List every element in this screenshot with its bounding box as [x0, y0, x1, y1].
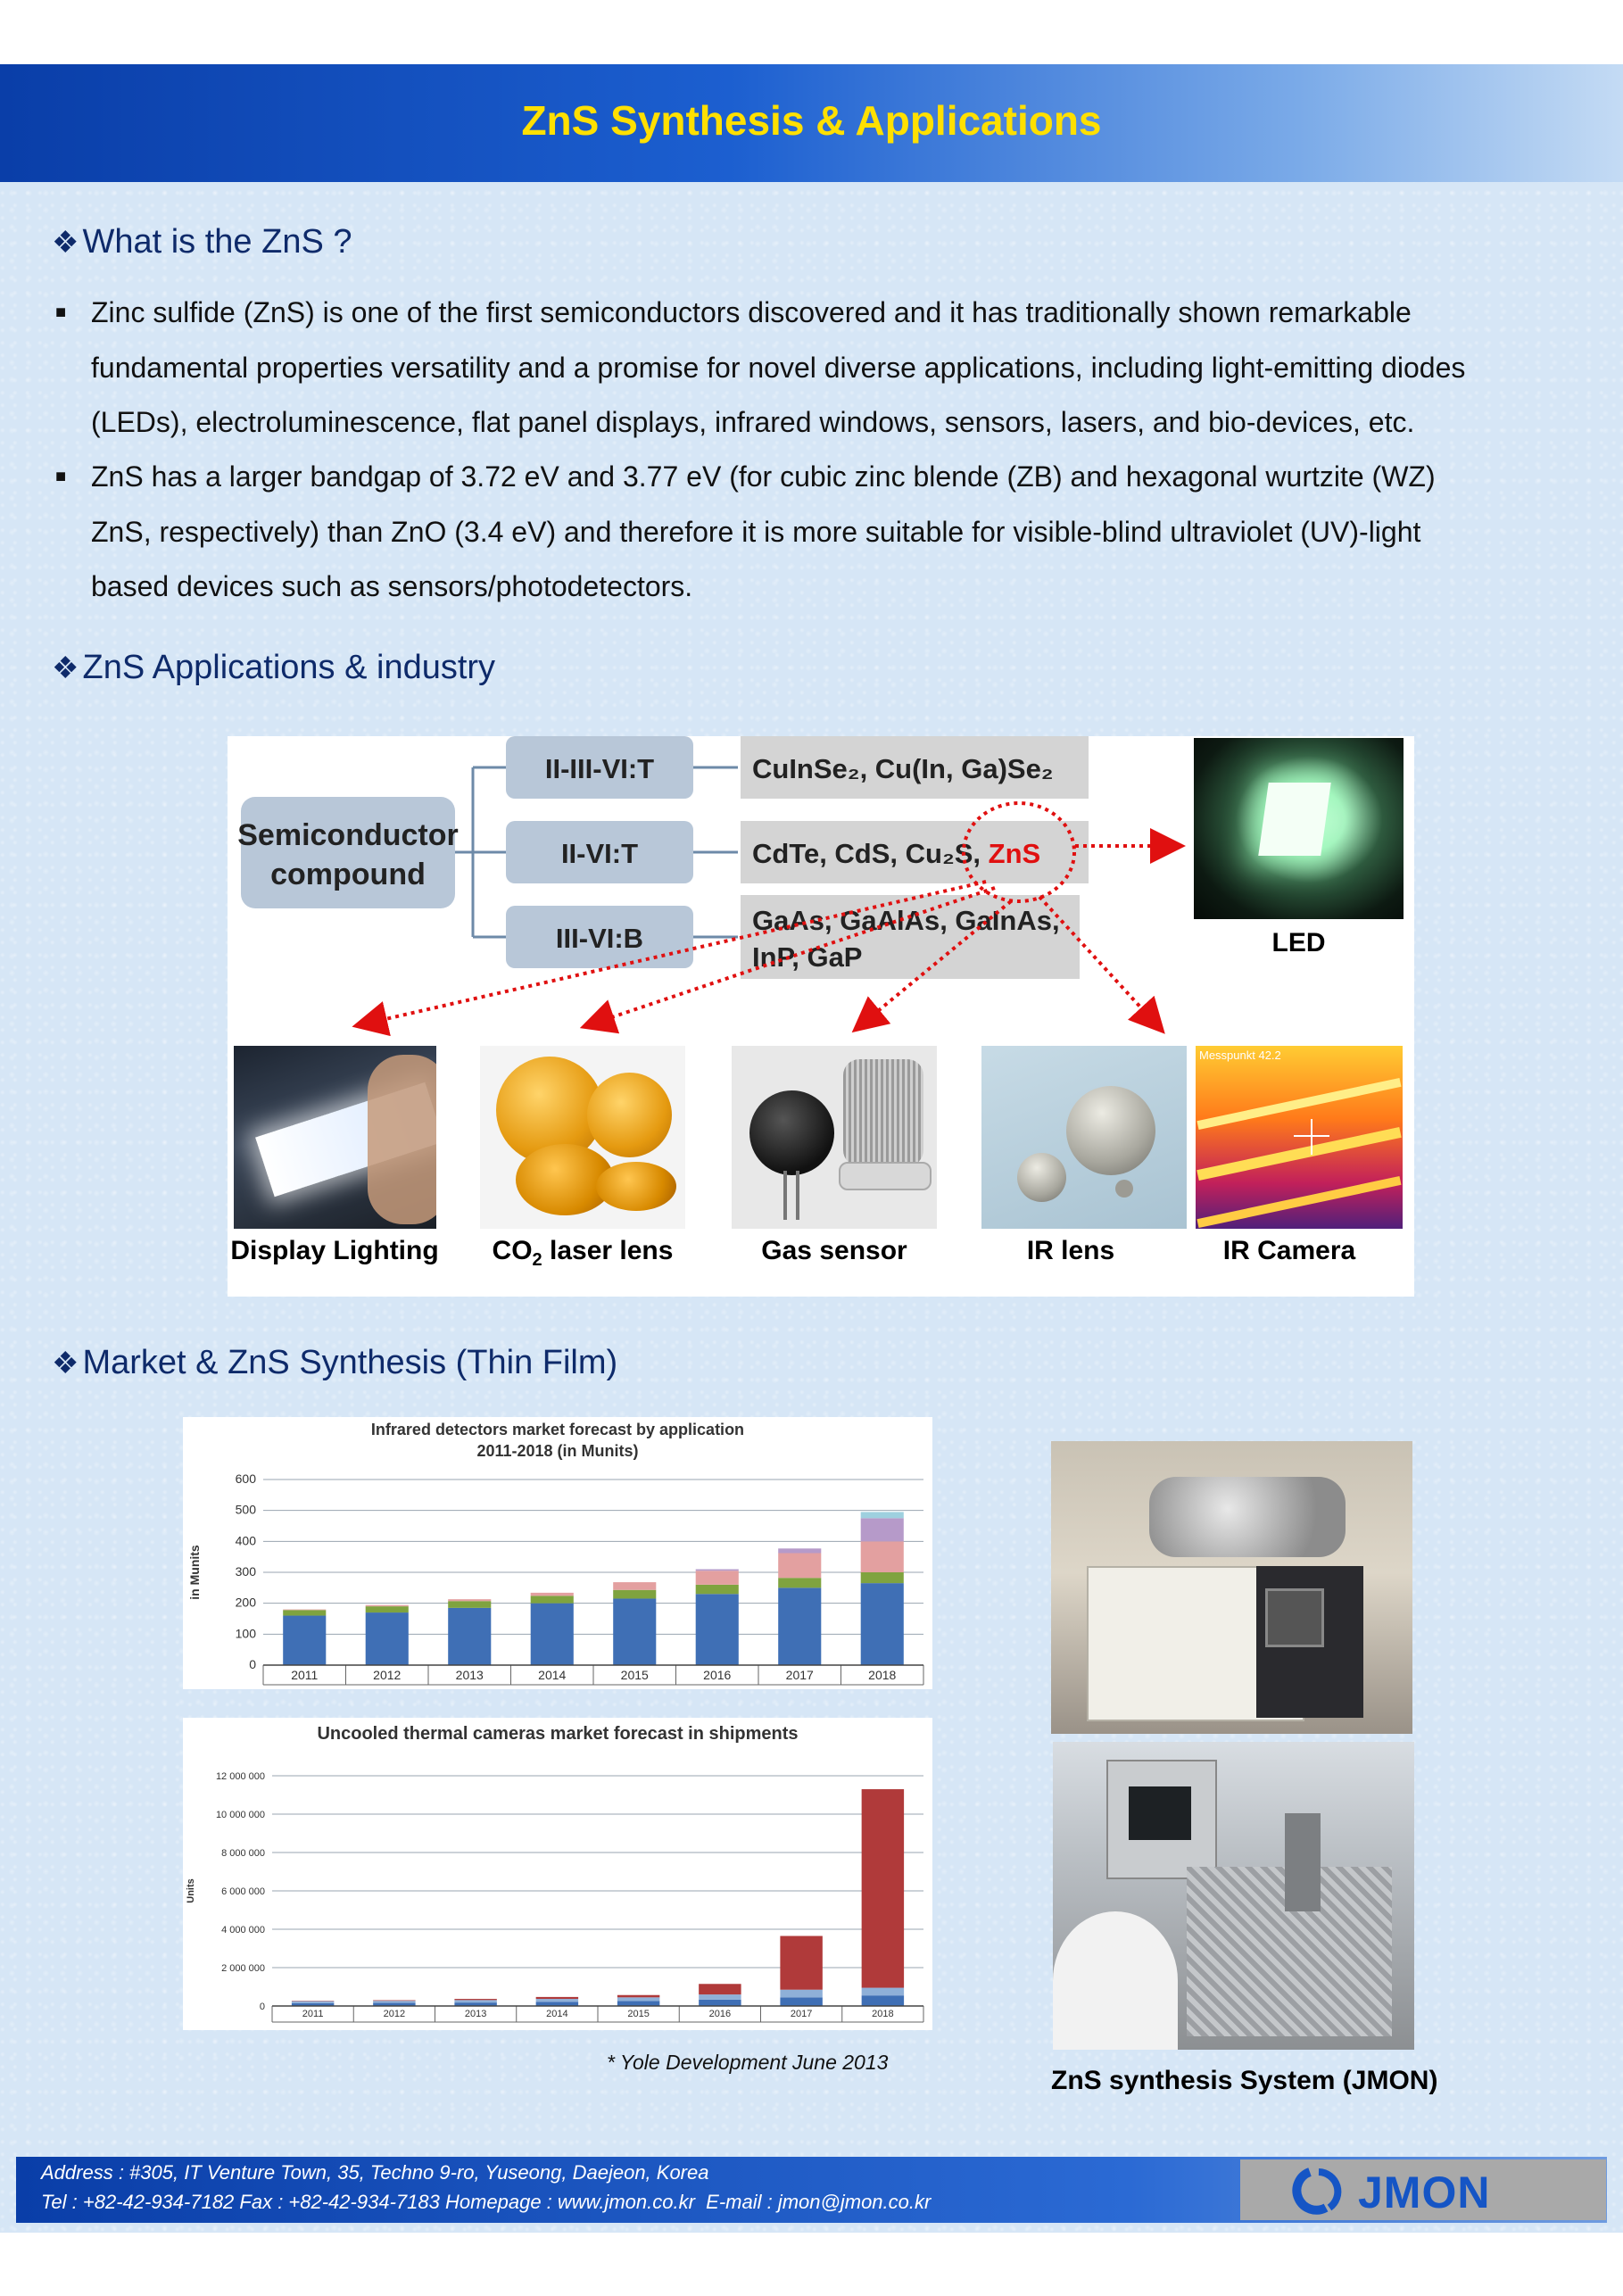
- caption-display-lighting: Display Lighting: [230, 1236, 439, 1265]
- bar-segment: [862, 1995, 904, 2006]
- synthesis-system-photo-2: [1053, 1742, 1414, 2050]
- bar-segment: [283, 1616, 326, 1665]
- ir-lens-photo: [981, 1046, 1187, 1229]
- y-tick-label: 400: [235, 1533, 256, 1548]
- bar-segment: [283, 1610, 326, 1611]
- material-text-3a: GaAs, GaAlAs, GaInAs,: [752, 905, 1060, 936]
- bar-segment: [696, 1585, 739, 1594]
- bar-segment: [780, 1936, 822, 1990]
- bar-segment: [861, 1572, 904, 1583]
- square-bullet-icon: ■: [55, 467, 67, 486]
- x-tick-label: 2016: [708, 2009, 732, 2019]
- material-text-1: CuInSe₂, Cu(In, Ga)Se₂: [752, 753, 1054, 784]
- bar-segment: [862, 1789, 904, 1988]
- bar-segment: [699, 2000, 741, 2006]
- bar-segment: [531, 1593, 574, 1596]
- y-tick-label: 0: [259, 2002, 265, 2012]
- x-tick-label: 2018: [868, 1668, 897, 1682]
- bar-segment: [696, 1571, 739, 1585]
- y-axis-label: Units: [186, 1878, 196, 1903]
- diamond-bullet-icon: ❖: [52, 1347, 79, 1380]
- group-label-2: II-VI:T: [560, 838, 639, 869]
- bar-segment: [373, 2001, 415, 2002]
- paragraph-zns-intro: ■ Zinc sulfide (ZnS) is one of the first semiconductors discovered and it has traditionally shown remarkable fundamental properties versatility and a promise for novel diverse applications, including light-emitting diodes (LEDs), electroluminescence, flat panel displays, infrared windows, sensors, lasers, and bio-devices, etc.: [55, 286, 1572, 451]
- bar-segment: [613, 1590, 656, 1599]
- bar-segment: [861, 1583, 904, 1665]
- x-tick-label: 2012: [383, 2009, 406, 2019]
- x-tick-label: 2011: [291, 1668, 319, 1682]
- caption-ir-camera: IR Camera: [1222, 1236, 1356, 1265]
- bar-segment: [373, 2001, 415, 2002]
- y-tick-label: 500: [235, 1502, 256, 1517]
- y-tick-label: 100: [235, 1626, 256, 1641]
- gas-sensor-photo: [732, 1046, 937, 1229]
- source-note: * Yole Development June 2013: [607, 2051, 889, 2074]
- root-label-line2: compound: [270, 858, 426, 891]
- bar-segment: [536, 1997, 578, 1999]
- bar-segment: [861, 1541, 904, 1572]
- bar-segment: [613, 1582, 656, 1590]
- ir-detectors-market-chart: [183, 1417, 932, 1689]
- footer-address: Address : #305, IT Venture Town, 35, Techno 9-ro, Yuseong, Daejeon, Korea: [41, 2161, 709, 2184]
- bar-segment: [778, 1548, 821, 1553]
- x-tick-label: 2012: [373, 1668, 402, 1682]
- thermal-cameras-chart-svg: [183, 1718, 932, 2030]
- jmon-logo-icon: [1274, 2167, 1356, 2215]
- tree-connector: [455, 767, 506, 937]
- bar-segment: [366, 1606, 409, 1612]
- section-heading-applications: ❖ ZnS Applications & industry: [52, 649, 496, 686]
- diamond-bullet-icon: ❖: [52, 226, 79, 260]
- bar-segment: [780, 1997, 822, 2006]
- bar-segment: [861, 1518, 904, 1541]
- x-tick-label: 2013: [464, 2009, 487, 2019]
- bar-segment: [778, 1587, 821, 1665]
- page-title: ZnS Synthesis & Applications: [521, 97, 1102, 144]
- caption-led: LED: [1271, 928, 1326, 957]
- bar-segment: [778, 1578, 821, 1587]
- y-tick-label: 300: [235, 1564, 256, 1579]
- y-tick-label: 12 000 000: [215, 1771, 265, 1782]
- footer-contact: Tel : +82-42-934-7182 Fax : +82-42-934-7183 Homepage : www.jmon.co.kr E-mail : jmon@jmon.co.kr: [41, 2191, 932, 2213]
- ir-camera-readout: Messpunkt 42.2: [1199, 1049, 1281, 1062]
- bar-segment: [699, 1994, 741, 2000]
- co2-laser-lens-photo: [480, 1046, 685, 1229]
- y-tick-label: 2 000 000: [221, 1963, 265, 1974]
- bar-segment: [454, 2000, 496, 2002]
- display-lighting-photo: [234, 1046, 436, 1229]
- square-bullet-icon: ■: [55, 303, 67, 322]
- chart-title: Infrared detectors market forecast by application: [370, 1421, 745, 1438]
- bar-segment: [861, 1512, 904, 1518]
- caption-co2-laser-lens: $CO_2$ laser lens: [492, 1236, 674, 1270]
- x-tick-label: 2011: [302, 2009, 324, 2019]
- bar-segment: [617, 2001, 659, 2006]
- bar-segment: [699, 1984, 741, 1994]
- ir-camera-photo: [1196, 1046, 1403, 1229]
- bar-segment: [780, 1990, 822, 1998]
- bar-segment: [536, 1999, 578, 2002]
- chart-subtitle: 2011-2018 (in Munits): [476, 1442, 639, 1460]
- zns-highlight-text: ZnS: [988, 838, 1041, 869]
- y-tick-label: 200: [235, 1595, 256, 1610]
- bar-segment: [283, 1610, 326, 1615]
- x-tick-label: 2016: [703, 1668, 732, 1682]
- x-tick-label: 2018: [872, 2009, 894, 2019]
- bar-segment: [617, 1995, 659, 1998]
- synthesis-system-photo-1: [1051, 1441, 1412, 1734]
- system-caption: ZnS synthesis System (JMON): [1051, 2066, 1438, 2095]
- x-tick-label: 2015: [627, 2009, 650, 2019]
- y-tick-label: 4 000 000: [221, 1925, 265, 1935]
- y-axis-label: in Munits: [187, 1545, 202, 1600]
- bar-segment: [292, 2002, 334, 2003]
- bar-segment: [696, 1594, 739, 1665]
- bar-segment: [862, 1988, 904, 1996]
- bar-segment: [696, 1570, 739, 1571]
- material-text-3b: InP, GaP: [752, 941, 863, 973]
- x-tick-label: 2017: [785, 1668, 814, 1682]
- bar-segment: [448, 1599, 491, 1601]
- jmon-logo-text: JMON: [1358, 2168, 1491, 2217]
- bar-segment: [448, 1608, 491, 1665]
- root-box: [241, 797, 455, 908]
- group-label-1: II-III-VI:T: [544, 753, 655, 784]
- x-tick-label: 2015: [620, 1668, 649, 1682]
- applications-diagram-panel: [228, 736, 1414, 1297]
- diamond-bullet-icon: ❖: [52, 651, 79, 685]
- y-tick-label: 8 000 000: [221, 1848, 265, 1859]
- bar-segment: [454, 1999, 496, 2000]
- section-heading-market: ❖ Market & ZnS Synthesis (Thin Film): [52, 1344, 618, 1381]
- led-photo: [1194, 738, 1404, 919]
- caption-gas-sensor: Gas sensor: [761, 1236, 907, 1265]
- bar-segment: [531, 1596, 574, 1603]
- x-tick-label: 2017: [790, 2009, 813, 2019]
- caption-ir-lens: IR lens: [1026, 1236, 1115, 1265]
- y-tick-label: 600: [235, 1471, 256, 1486]
- bar-segment: [531, 1604, 574, 1665]
- chart-title: Uncooled thermal cameras market forecast in shipments: [317, 1724, 799, 1744]
- y-tick-label: 10 000 000: [215, 1810, 265, 1820]
- bar-segment: [617, 1997, 659, 2001]
- bar-segment: [613, 1598, 656, 1665]
- y-tick-label: 0: [249, 1657, 256, 1671]
- bar-segment: [778, 1554, 821, 1579]
- material-text-2: CdTe, CdS, Cu₂S, ZnS: [752, 838, 1041, 869]
- x-tick-label: 2014: [538, 1668, 567, 1682]
- root-label-line1: Semiconductor: [237, 818, 459, 852]
- ir-detectors-chart-svg: [183, 1417, 932, 1689]
- x-tick-label: 2014: [546, 2009, 568, 2019]
- group-to-material-connector: [693, 767, 738, 937]
- section-heading-what-is-zns: ❖ What is the ZnS ?: [52, 223, 352, 261]
- bar-segment: [366, 1612, 409, 1665]
- group-label-3: III-VI:B: [555, 923, 644, 954]
- bar-segment: [366, 1605, 409, 1606]
- y-tick-label: 6 000 000: [221, 1886, 265, 1897]
- x-tick-label: 2013: [455, 1668, 484, 1682]
- thermal-cameras-market-chart: [183, 1718, 932, 2030]
- bar-segment: [448, 1601, 491, 1608]
- paragraph-zns-bandgap: ■ ZnS has a larger bandgap of 3.72 eV and 3.77 eV (for cubic zinc blende (ZB) and hexagonal wurtzite (WZ) ZnS, respectively) than ZnO (3.4 eV) and therefore it is more suitable for visible-blind ultraviolet (UV)-light based devices such as sensors/photodetectors.: [55, 450, 1572, 615]
